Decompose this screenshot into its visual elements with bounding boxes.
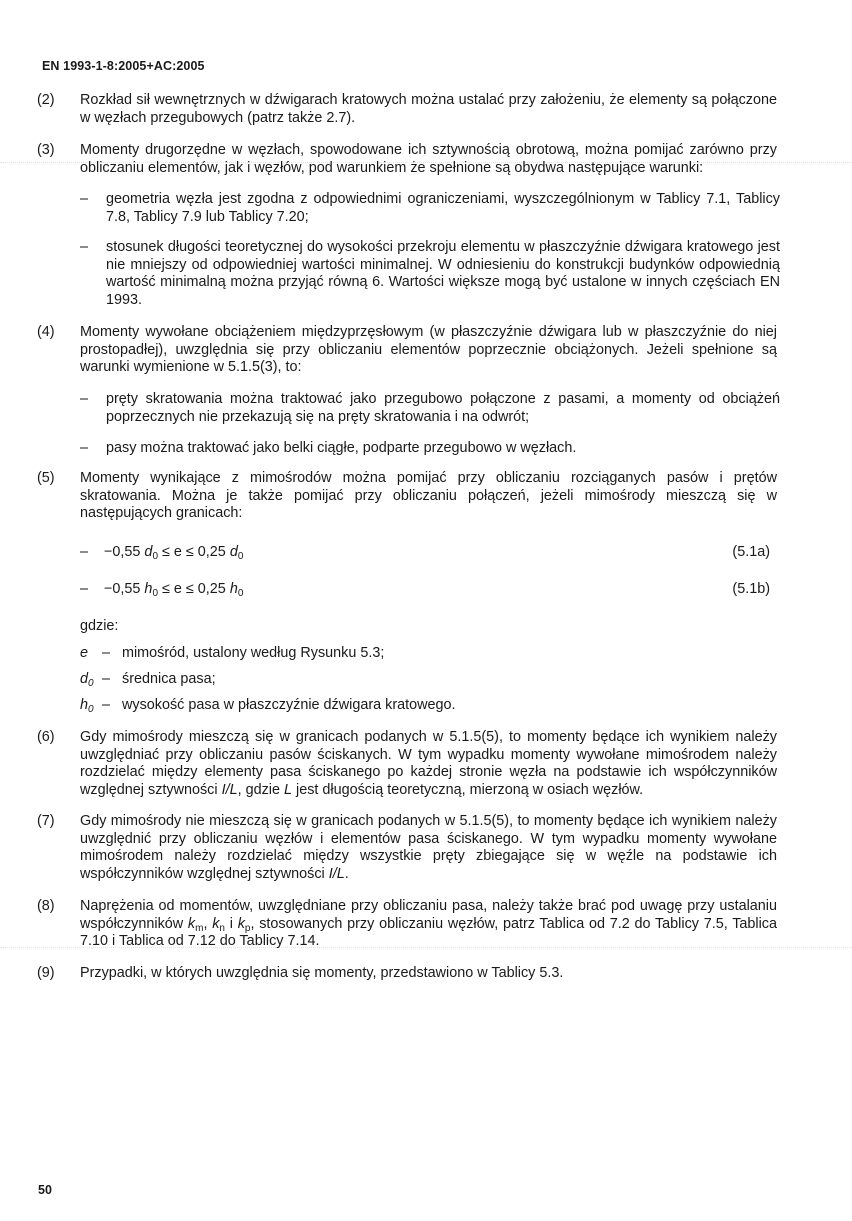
paragraph-text: Momenty wynikające z mimośrodów można pomijać przy obliczaniu rozciąganych pasów i prętów skratowania. Można je także pomijać przy obliczaniu połączeń, jeżeli mimośrody mieszczą się w następujących granicach: xyxy=(80,470,777,522)
eq-coefficient: −0,55 xyxy=(104,581,141,597)
paragraph-number: (7) xyxy=(37,813,55,829)
paragraph-2 xyxy=(37,92,777,127)
paragraph-text: Przypadki, w których uwzględnia się momenty, przedstawiono w Tablicy 5.3. xyxy=(80,965,564,981)
paragraph-number: (9) xyxy=(37,965,55,981)
paragraph-text: Momenty wywołane obciążeniem międzyprzęsłowym (w płaszczyźnie dźwigara lub w płaszczyźnie do niej prostopadłej), uwzględnia się przy obliczaniu elementów poprzecznie obciążonych. Jeżeli spełnione są warunki wymienione w 5.1.5(3), to: xyxy=(80,324,777,376)
paragraph-8 xyxy=(37,898,777,951)
list-dash: – xyxy=(80,239,89,255)
paragraph-5 xyxy=(37,470,777,523)
list-item xyxy=(80,440,780,458)
paragraph-text: Naprężenia od momentów, uwzględniane przy obliczaniu pasa, należy także brać pod uwagę przy ustalaniu współczynników $k_m$, $k_n$ i $k_p$, stosowanych przy obliczaniu węzłów, patrz Tablica od 7.2 do Tablicy 7.5, Tablica 7.10 i Tablica od 7.12 do Tablicy 7.14. xyxy=(80,898,777,950)
definition-symbol: $d_0$ xyxy=(80,671,94,689)
paragraph-text: Gdy mimośrody mieszczą się w granicach podanych w 5.1.5(5), to momenty będące ich wynikiem należy uwzględniać przy obliczaniu pasów ściskanych. W tym wypadku momenty wywołane mimośrodem należy rozdzielać między elementy pasa ściskanego po każdej stronie węzła na podstawie ich współczynników względnej sztywności I/L, gdzie L jest długością teoretyczną, mierzoną w osiach węzłów. xyxy=(80,729,777,798)
definition-dash: – xyxy=(102,671,111,687)
paragraph-number: (8) xyxy=(37,898,55,914)
paragraph-6 xyxy=(37,729,777,799)
eq-subscript: 0 xyxy=(237,551,244,562)
paragraph-7 xyxy=(37,813,777,883)
list-dash: – xyxy=(80,391,89,407)
eq-subscript: 0 xyxy=(237,588,244,599)
paragraph-number: (2) xyxy=(37,92,55,108)
paragraph-number: (3) xyxy=(37,142,55,158)
equation-expression xyxy=(104,544,243,562)
list-dash: – xyxy=(80,440,89,456)
list-item-text: stosunek długości teoretycznej do wysokości przekroju elementu w płaszczyźnie dźwigara kratowego jest nie mniejszy od odpowiedniej wartości minimalnej. W odniesieniu do konstrukcji budynków odpowiednią wartość minimalną można przyjąć równą 6. Wartości większe mogą być ustalone w innych częściach EN 1993. xyxy=(106,239,780,308)
definition-text: wysokość pasa w płaszczyźnie dźwigara kratowego. xyxy=(122,697,456,713)
list-item-text: pręty skratowania można traktować jako przegubowo połączone z pasami, a momenty od obciążeń poprzecznych nie przekazują się na pręty skratowania i na odwrót; xyxy=(106,391,780,425)
list-item xyxy=(80,191,780,226)
eq-coefficient: −0,55 xyxy=(104,544,141,560)
equation-number: (5.1b) xyxy=(732,581,770,597)
where-label: gdzie: xyxy=(80,618,119,634)
list-dash: – xyxy=(80,191,89,207)
eq-symbol: d xyxy=(144,544,153,560)
list-dash: – xyxy=(80,544,89,560)
definition-text: mimośród, ustalony według Rysunku 5.3; xyxy=(122,645,385,661)
paragraph-number: (6) xyxy=(37,729,55,745)
list-item xyxy=(80,391,780,426)
eq-subscript: 0 xyxy=(152,588,158,599)
paragraph-3 xyxy=(37,142,777,177)
document-header: EN 1993-1-8:2005+AC:2005 xyxy=(42,59,205,73)
equation-number: (5.1a) xyxy=(732,544,770,560)
eq-subscript: 0 xyxy=(152,551,158,562)
paragraph-text: Rozkład sił wewnętrznych w dźwigarach kratowych można ustalać przy założeniu, że elementy są połączone w węzłach przegubowych (patrz także 2.7). xyxy=(80,92,777,126)
definition-dash: – xyxy=(102,645,111,661)
list-item-text: pasy można traktować jako belki ciągłe, podparte przegubowo w węzłach. xyxy=(106,440,577,456)
definition-symbol: e xyxy=(80,645,89,661)
eq-bounds: ≤ e ≤ 0,25 xyxy=(162,544,226,560)
definition-dash: – xyxy=(102,697,111,713)
paragraph-9 xyxy=(37,965,777,983)
paragraph-4 xyxy=(37,324,777,377)
page-number: 50 xyxy=(38,1183,52,1197)
eq-bounds: ≤ e ≤ 0,25 xyxy=(162,581,226,597)
paragraph-number: (5) xyxy=(37,470,55,486)
eq-symbol: d xyxy=(229,544,238,560)
equation-expression xyxy=(104,581,243,599)
list-item-text: geometria węzła jest zgodna z odpowiednimi ograniczeniami, wyszczególnionym w Tablicy 7.1, Tablicy 7.8, Tablicy 7.9 lub Tablicy 7.20; xyxy=(106,191,780,225)
definition-symbol: $h_0$ xyxy=(80,697,94,715)
paragraph-text: Momenty drugorzędne w węzłach, spowodowane ich sztywnością obrotową, można pomijać zarówno przy obliczaniu elementów, jak i węzłów, pod warunkiem że spełnione są obydwa następujące warunki: xyxy=(80,142,777,176)
list-item xyxy=(80,239,780,309)
eq-symbol: h xyxy=(144,581,153,597)
definition-text: średnica pasa; xyxy=(122,671,216,687)
paragraph-number: (4) xyxy=(37,324,55,340)
eq-symbol: h xyxy=(229,581,238,597)
paragraph-text: Gdy mimośrody nie mieszczą się w granicach podanych w 5.1.5(5), to momenty będące ich wynikiem należy uwzględnić przy obliczaniu węzłów i elementów pasa ściskanego. W tym wypadku momenty wywołane mimośrodem należy rozdzielać między wszystkie pręty zbiegające się w węźle na podstawie ich współczynników względnej sztywności I/L. xyxy=(80,813,777,882)
list-dash: – xyxy=(80,581,89,597)
